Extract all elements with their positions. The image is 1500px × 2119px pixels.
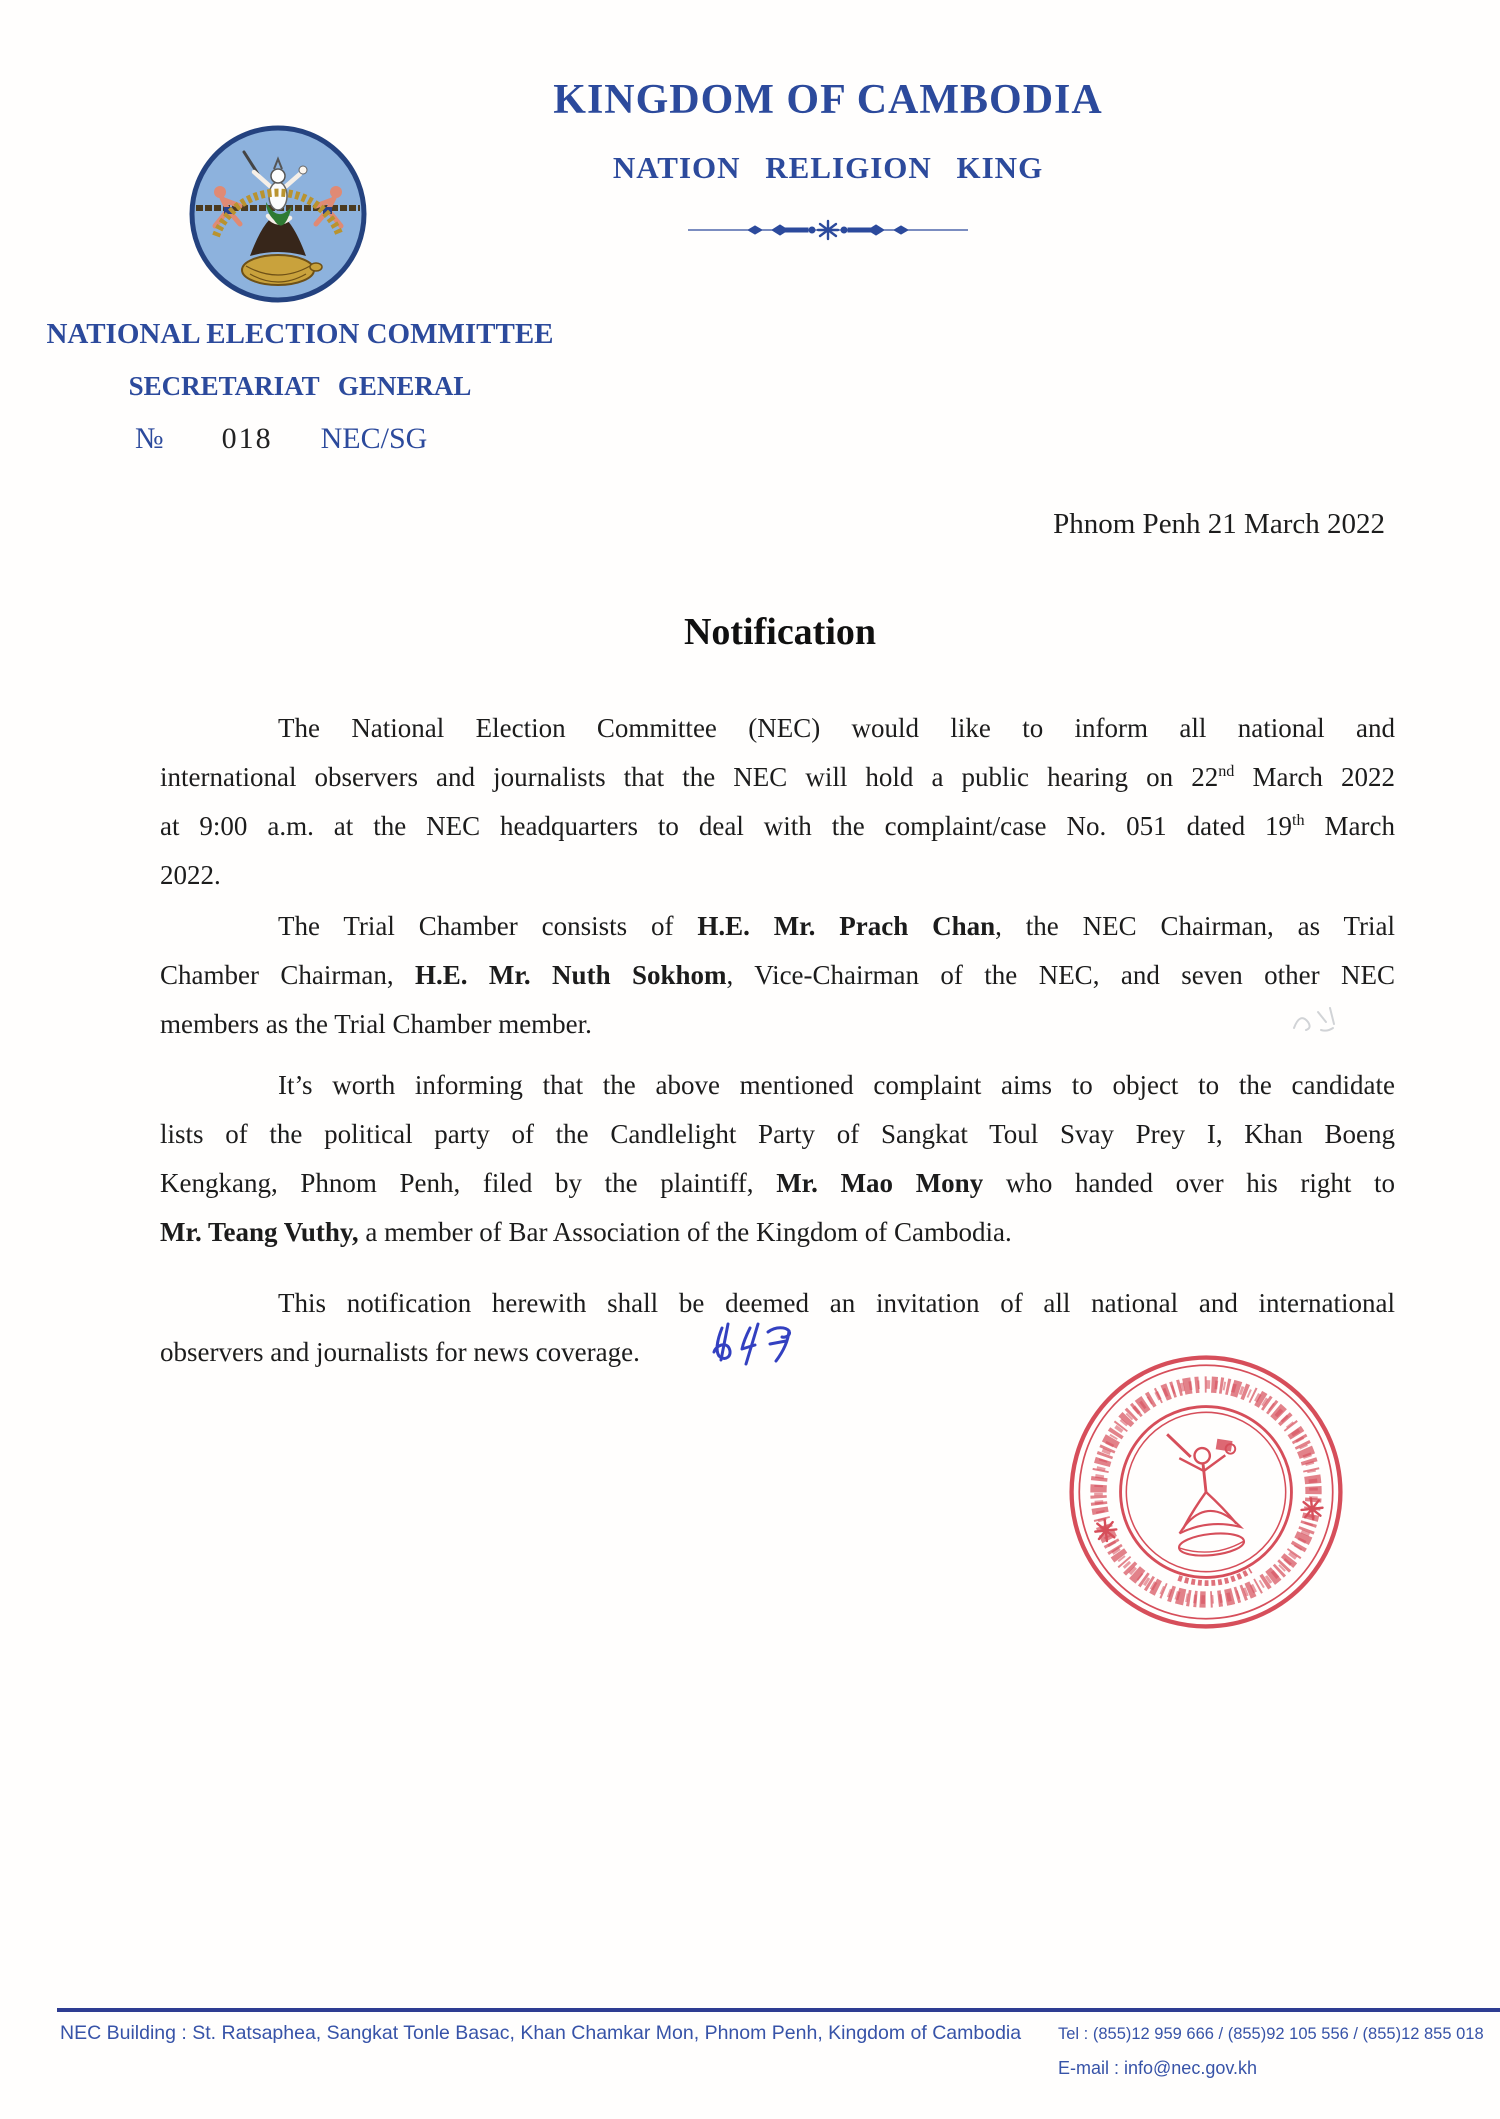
- text-line: Chamber Chairman, H.E. Mr. Nuth Sokhom, Vice-Chairman of the NEC, and seven other NEC: [160, 960, 1395, 990]
- paragraph: [160, 902, 1395, 1049]
- text-line: Kengkang, Phnom Penh, filed by the plaintiff, Mr. Mao Mony who handed over his right to: [160, 1168, 1395, 1198]
- text-line: Mr. Teang Vuthy, a member of Bar Association of the Kingdom of Cambodia.: [160, 1217, 1012, 1247]
- text-line: at 9:00 a.m. at the NEC headquarters to deal with the complaint/case No. 051 dated 19th March: [160, 811, 1395, 841]
- footer-telephone: Tel : (855)12 959 666 / (855)92 105 556 / (855)12 855 018: [1058, 2025, 1484, 2043]
- department-name: SECRETARIAT GENERAL: [128, 371, 472, 401]
- text-line: It’s worth informing that the above mentioned complaint aims to object to the candidate: [278, 1070, 1395, 1100]
- footer-address: NEC Building : St. Ratsaphea, Sangkat Tonle Basac, Khan Chamkar Mon, Phnom Penh, Kingdom of Cambodia: [60, 2022, 1022, 2044]
- organization-name: NATIONAL ELECTION COMMITTEE: [46, 318, 554, 350]
- text-line: The Trial Chamber consists of H.E. Mr. Prach Chan, the NEC Chairman, as Trial: [278, 911, 1395, 941]
- body-paragraphs: [160, 704, 1395, 1377]
- handwritten-initials: [706, 1316, 802, 1377]
- footer-email: E-mail : info@nec.gov.kh: [1058, 2058, 1258, 2078]
- text-line: members as the Trial Chamber member.: [160, 1009, 592, 1039]
- kingdom-title: KINGDOM OF CAMBODIA: [553, 77, 1103, 123]
- official-red-seal: [1062, 1348, 1350, 1636]
- doc-number-suffix: NEC/SG: [320, 422, 428, 455]
- footer-rule: [57, 2008, 1500, 2012]
- text-line: This notification herewith shall be deemed an invitation of all national and international: [278, 1288, 1395, 1318]
- ornamental-divider-icon: [688, 218, 968, 247]
- text-line: lists of the political party of the Candlelight Party of Sangkat Toul Svay Prey I, Khan Boeng: [160, 1119, 1395, 1149]
- text-line: observers and journalists for news coverage.: [160, 1337, 640, 1367]
- text-line: 2022.: [160, 860, 221, 890]
- document-title: Notification: [683, 611, 877, 653]
- paragraph: [160, 1061, 1395, 1257]
- dateline: Phnom Penh 21 March 2022: [1053, 508, 1385, 540]
- national-motto: NATION RELIGION KING: [612, 150, 1044, 185]
- doc-number-value: 018: [221, 422, 273, 455]
- document-number-line: [135, 422, 427, 456]
- text-line: The National Election Committee (NEC) would like to inform all national and: [278, 713, 1395, 743]
- doc-number-label: №: [135, 422, 164, 455]
- pencil-mark: [1288, 998, 1342, 1047]
- paragraph: [160, 704, 1395, 900]
- text-line: international observers and journalists that the NEC will hold a public hearing on 22nd March 2022: [160, 762, 1395, 792]
